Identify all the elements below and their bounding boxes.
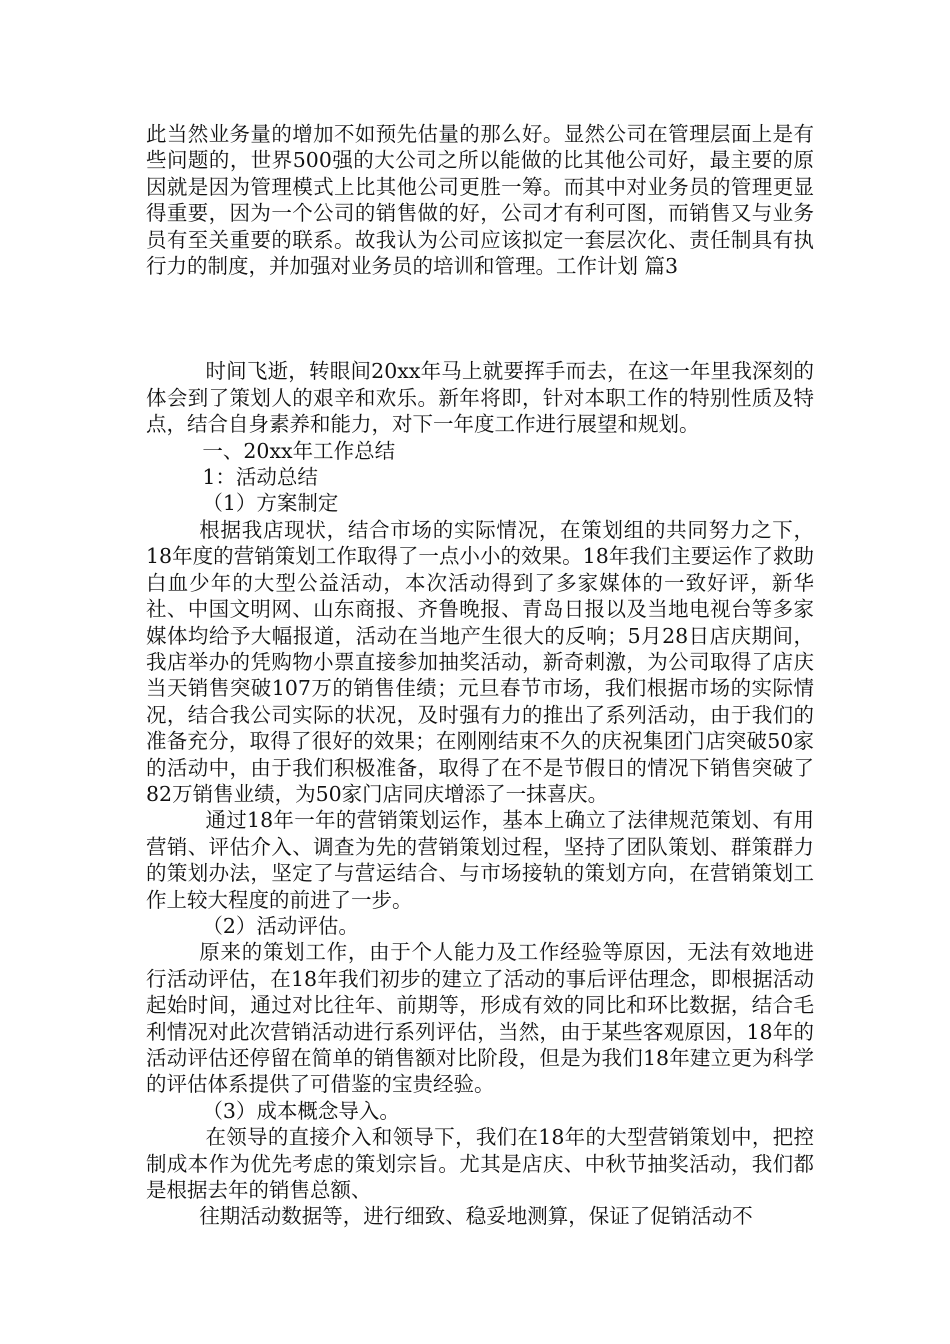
document-page [146,121,814,1230]
heading-activity-evaluation: （2）活动评估。 [202,913,359,938]
paragraph-cost-continued: 往期活动数据等，进行细致、稳妥地测算，保证了促销活动不 [199,1204,753,1229]
heading-cost-concept: （3）成本概念导入。 [202,1098,400,1123]
paragraph-continuation: 此当然业务量的增加不如预先估量的那么好。显然公司在管理层面上是有些问题的，世界500强的大公司之所以能做的比其他公司好，最主要的原因就是因为管理模式上比其他公司更胜一筹。而其中对业务员的管理更显得重要，因为一个公司的销售做的好，公司才有利可图，而销售又与业务员有至关重要的联系。故我认为公司应该拟定一套层次化、责任制具有执行力的制度，并加强对业务员的培训和管理。工作计划 篇3 [146,122,814,279]
paragraph-plan-summary: 通过18年一年的营销策划运作，基本上确立了法律规范策划、有用营销、评估介入、调查为先的营销策划过程，坚持了团队策划、群策群力的策划办法，坚定了与营运结合、与市场接轨的策划方向，在营销策划工作上较大程度的前进了一步。 [146,808,814,912]
section-gap [146,279,814,358]
heading-work-summary: 一、20xx年工作总结 [202,438,396,463]
paragraph-plan-body: 根据我店现状，结合市场的实际情况，在策划组的共同努力之下，18年度的营销策划工作取得了一点小小的效果。18年我们主要运作了救助白血少年的大型公益活动，本次活动得到了多家媒体的一致好评，新华社、中国文明网、山东商报、齐鲁晚报、青岛日报以及当地电视台等多家媒体均给予大幅报道，活动在当地产生很大的反响；5月28日店庆期间，我店举办的凭购物小票直接参加抽奖活动，新奇刺激，为公司取得了店庆当天销售突破107万的销售佳绩；元旦春节市场，我们根据市场的实际情况，结合我公司实际的状况，及时强有力的推出了系列活动，由于我们的准备充分，取得了很好的效果；在刚刚结束不久的庆祝集团门店突破50家的活动中，由于我们积极准备，取得了在不是节假日的情况下销售突破了82万销售业绩，为50家门店同庆增添了一抹喜庆。 [146,517,814,806]
paragraph-cost-body: 在领导的直接介入和领导下，我们在18年的大型营销策划中，把控制成本作为优先考虑的策划宗旨。尤其是店庆、中秋节抽奖活动，我们都是根据去年的销售总额、 [146,1125,814,1203]
heading-activity-summary: 1：活动总结 [202,465,318,490]
paragraph-intro: 时间飞逝，转眼间20xx年马上就要挥手而去，在这一年里我深刻的体会到了策划人的艰辛和欢乐。新年将即，针对本职工作的特别性质及特点，结合自身素养和能力，对下一年度工作进行展望和规划。 [146,359,814,437]
heading-plan-making: （1）方案制定 [202,491,339,516]
paragraph-evaluation-body: 原来的策划工作，由于个人能力及工作经验等原因，无法有效地进行活动评估，在18年我们初步的建立了活动的事后评估理念，即根据活动起始时间，通过对比往年、前期等，形成有效的同比和环比数据，结合毛利情况对此次营销活动进行系列评估，当然，由于某些客观原因，18年的活动评估还停留在简单的销售额对比阶段，但是为我们18年建立更为科学的评估体系提供了可借鉴的宝贵经验。 [146,940,814,1097]
